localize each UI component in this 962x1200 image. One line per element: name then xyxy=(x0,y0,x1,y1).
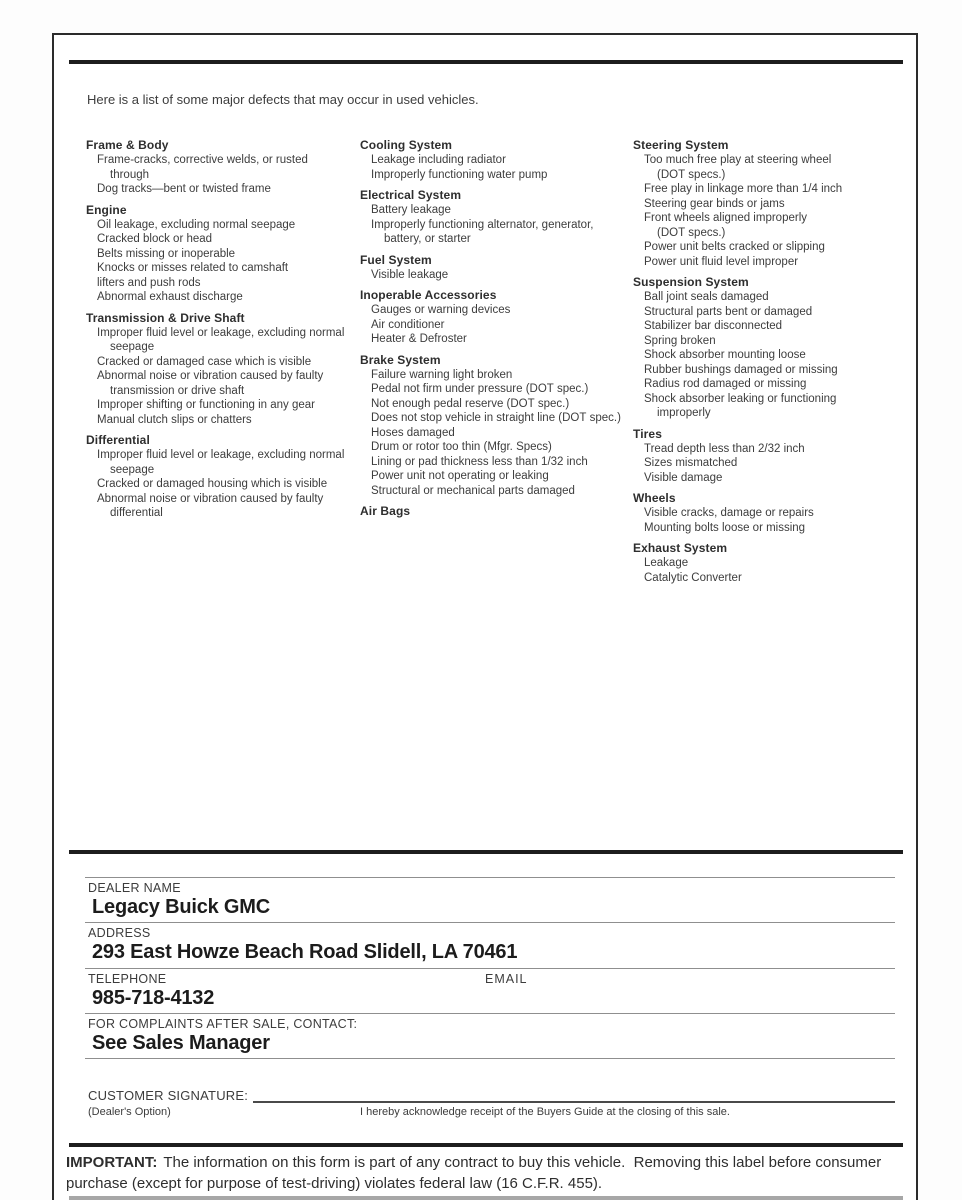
defect-item: Abnormal noise or vibration caused by faulty differential xyxy=(97,492,324,519)
defect-item: Free play in linkage more than 1/4 inch xyxy=(644,183,843,195)
defect-item: Power unit belts cracked or slipping xyxy=(644,241,825,253)
defect-item: Visible cracks, damage or repairs xyxy=(644,507,814,519)
defect-item: Rubber bushings damaged or missing xyxy=(644,363,838,376)
defect-item: Air conditioner xyxy=(371,318,445,331)
defects-column-1 xyxy=(86,138,348,521)
defect-item: Tread depth less than 2/32 inch xyxy=(644,442,805,455)
defect-item: Structural or mechanical parts damaged xyxy=(371,484,575,497)
address-label: ADDRESS xyxy=(88,926,151,940)
defect-section xyxy=(360,138,625,182)
defect-item: Front wheels aligned improperly (DOT specs.) xyxy=(644,212,807,239)
bottom-edge-rule xyxy=(69,1196,903,1200)
defect-category-heading: Exhaust System xyxy=(633,541,728,555)
defect-category-heading: Air Bags xyxy=(360,504,411,518)
dealer-name-label: DEALER NAME xyxy=(88,881,181,895)
dealer-name-value: Legacy Buick GMC xyxy=(92,896,270,918)
defect-item: Gauges or warning devices xyxy=(371,304,511,316)
defect-item: Abnormal exhaust discharge xyxy=(97,291,243,303)
telephone-value: 985-718-4132 xyxy=(92,987,215,1009)
defect-item: Cracked or damaged housing which is visible xyxy=(97,478,328,490)
important-text: The information on this form is part of any contract to buy this vehicle. Removing this label before consumer purchase (except for purpose of test-driving) violates federal law (16 C.F.R. 455). xyxy=(66,1154,886,1192)
defect-item: Structural parts bent or damaged xyxy=(644,305,813,318)
defect-section xyxy=(633,275,865,421)
defect-item: Visible damage xyxy=(644,471,723,484)
defect-item: Abnormal noise or vibration caused by faulty transmission or drive shaft xyxy=(97,370,324,397)
defect-item: Does not stop vehicle in straight line (DOT spec.) xyxy=(371,412,621,424)
defect-category-heading: Brake System xyxy=(360,352,441,367)
defect-item: Pedal not firm under pressure (DOT spec.) xyxy=(371,383,589,395)
signature-acknowledgement-text: I hereby acknowledge receipt of the Buyers Guide at the closing of this sale. xyxy=(360,1106,730,1118)
defects-column-2 xyxy=(360,138,625,519)
defect-item: Stabilizer bar disconnected xyxy=(644,320,783,332)
defect-item: Shock absorber leaking or functioning improperly xyxy=(644,392,837,419)
defect-section xyxy=(360,188,625,247)
defect-item: Manual clutch slips or chatters xyxy=(97,413,252,426)
email-label: EMAIL xyxy=(485,972,528,986)
top-divider-rule xyxy=(69,60,903,64)
field-rule xyxy=(85,877,895,878)
dealer-section-divider-rule xyxy=(69,850,903,854)
defects-column-3 xyxy=(633,138,865,585)
defect-item: Improper fluid level or leakage, excluding normal seepage xyxy=(97,449,345,476)
defect-item: Radius rod damaged or missing xyxy=(644,378,807,390)
defect-category-heading: Suspension System xyxy=(633,275,749,289)
defect-category-heading: Frame & Body xyxy=(86,138,169,152)
important-label: IMPORTANT: xyxy=(66,1154,158,1171)
defect-category-heading: Cooling System xyxy=(360,138,453,152)
defect-section xyxy=(86,311,348,428)
defect-section xyxy=(360,353,625,499)
address-value: 293 East Howze Beach Road Slidell, LA 70461 xyxy=(92,941,518,963)
field-rule xyxy=(85,922,895,923)
defect-item: Catalytic Converter xyxy=(644,571,742,584)
defect-item: Visible leakage xyxy=(371,268,449,281)
defect-item: Leakage including radiator xyxy=(371,154,506,166)
defect-item: Cracked or damaged case which is visible xyxy=(97,355,312,368)
complaints-contact-label: FOR COMPLAINTS AFTER SALE, CONTACT: xyxy=(88,1017,358,1031)
defect-section xyxy=(360,288,625,347)
field-rule xyxy=(85,1058,895,1059)
field-rule xyxy=(85,1013,895,1014)
defect-item: Leakage xyxy=(644,557,689,569)
defect-item: Spring broken xyxy=(644,334,716,347)
customer-signature-line xyxy=(253,1101,895,1103)
defect-item: Failure warning light broken xyxy=(371,368,513,381)
defect-item: Improper shifting or functioning in any gear xyxy=(97,399,315,411)
complaints-contact-value: See Sales Manager xyxy=(92,1032,270,1054)
dealers-option-label: (Dealer's Option) xyxy=(88,1106,171,1118)
defect-item: Lining or pad thickness less than 1/32 inch xyxy=(371,455,588,468)
defect-item: Drum or rotor too thin (Mfgr. Specs) xyxy=(371,441,552,453)
defect-item: Power unit fluid level improper xyxy=(644,255,799,268)
defect-category-heading: Fuel System xyxy=(360,252,432,267)
defect-item: Dog tracks—bent or twisted frame xyxy=(97,183,271,195)
defect-category-heading: Engine xyxy=(86,202,127,217)
defect-category-heading: Inoperable Accessories xyxy=(360,288,497,302)
defect-section xyxy=(86,203,348,305)
defect-section xyxy=(633,541,865,585)
defect-item: Not enough pedal reserve (DOT spec.) xyxy=(371,397,570,410)
defect-item: Shock absorber mounting loose xyxy=(644,349,806,361)
defect-section xyxy=(86,138,348,197)
important-divider-rule xyxy=(69,1143,903,1147)
defect-item: lifters and push rods xyxy=(97,276,201,289)
defect-section xyxy=(633,427,865,486)
defect-item: Knocks or misses related to camshaft xyxy=(97,262,289,274)
defect-item: Too much free play at steering wheel (DOT specs.) xyxy=(644,154,832,181)
defect-item: Ball joint seals damaged xyxy=(644,291,769,303)
defect-section xyxy=(86,433,348,521)
defect-item: Belts missing or inoperable xyxy=(97,247,236,260)
defect-item: Hoses damaged xyxy=(371,426,455,439)
defect-category-heading: Transmission & Drive Shaft xyxy=(86,310,245,325)
defect-category-heading: Tires xyxy=(633,426,662,441)
defect-category-heading: Wheels xyxy=(633,491,676,505)
defect-item: Frame-cracks, corrective welds, or rusted through xyxy=(97,154,308,181)
defect-section xyxy=(633,491,865,535)
defect-category-heading: Differential xyxy=(86,433,150,447)
defect-section xyxy=(360,504,625,519)
defect-item: Improperly functioning water pump xyxy=(371,168,548,181)
customer-signature-label: CUSTOMER SIGNATURE: xyxy=(88,1088,249,1103)
defect-category-heading: Steering System xyxy=(633,138,729,152)
defect-item: Improperly functioning alternator, generator, battery, or starter xyxy=(371,218,594,245)
field-rule xyxy=(85,968,895,969)
defect-item: Battery leakage xyxy=(371,204,451,216)
defect-item: Power unit not operating or leaking xyxy=(371,470,549,482)
defect-section xyxy=(633,138,865,269)
defects-intro-text: Here is a list of some major defects that may occur in used vehicles. xyxy=(87,92,479,107)
defect-item: Oil leakage, excluding normal seepage xyxy=(97,218,296,231)
defect-item: Mounting bolts loose or missing xyxy=(644,521,806,534)
defect-item: Sizes mismatched xyxy=(644,457,738,469)
telephone-label: TELEPHONE xyxy=(88,972,167,986)
important-notice xyxy=(66,1152,911,1194)
defect-item: Steering gear binds or jams xyxy=(644,197,785,210)
defect-section xyxy=(360,253,625,283)
defect-item: Heater & Defroster xyxy=(371,333,467,345)
defect-item: Cracked block or head xyxy=(97,233,213,245)
defect-item: Improper fluid level or leakage, excluding normal seepage xyxy=(97,326,345,353)
defect-category-heading: Electrical System xyxy=(360,188,462,202)
